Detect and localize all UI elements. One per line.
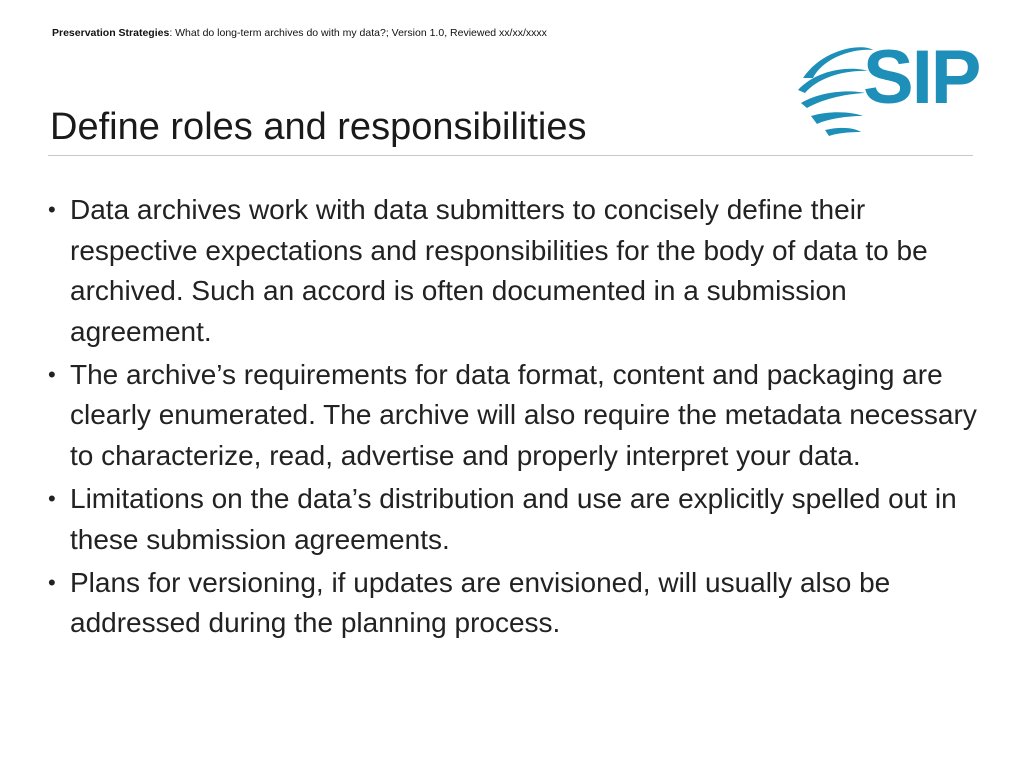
bullet-text: The archive’s requirements for data format, content and packaging are clearly enumerated. The archive will also require the metadata necessary to characterize, read, advertise and properly interpret your data. [70, 358, 977, 471]
bullet-text: Limitations on the data’s distribution and use are explicitly spelled out in these submission agreements. [70, 483, 957, 555]
bullet-item [48, 355, 978, 477]
esip-logo-text: SIP [863, 35, 980, 120]
title-divider [48, 155, 973, 156]
bullet-item [48, 563, 978, 644]
header-bold-title: Preservation Strategies [52, 27, 170, 39]
header-subtitle: : What do long-term archives do with my data?; Version 1.0, Reviewed xx/xx/xxxx [169, 27, 547, 39]
bullet-text: Plans for versioning, if updates are envisioned, will usually also be addressed during the planning process. [70, 566, 891, 639]
bullet-icon: • [48, 486, 56, 512]
header-line [52, 27, 547, 39]
bullet-text: Data archives work with data submitters to concisely define their respective expectations and responsibilities for the body of data to be archived. Such an accord is often documented in a submission agreement. [70, 194, 928, 347]
bullet-item [48, 190, 978, 352]
slide-title: Define roles and responsibilities [50, 106, 587, 148]
bullet-item [48, 479, 978, 560]
bullet-list [48, 190, 978, 647]
bullet-icon: • [48, 569, 56, 595]
bullet-icon: • [48, 197, 56, 222]
bullet-icon: • [48, 361, 56, 387]
